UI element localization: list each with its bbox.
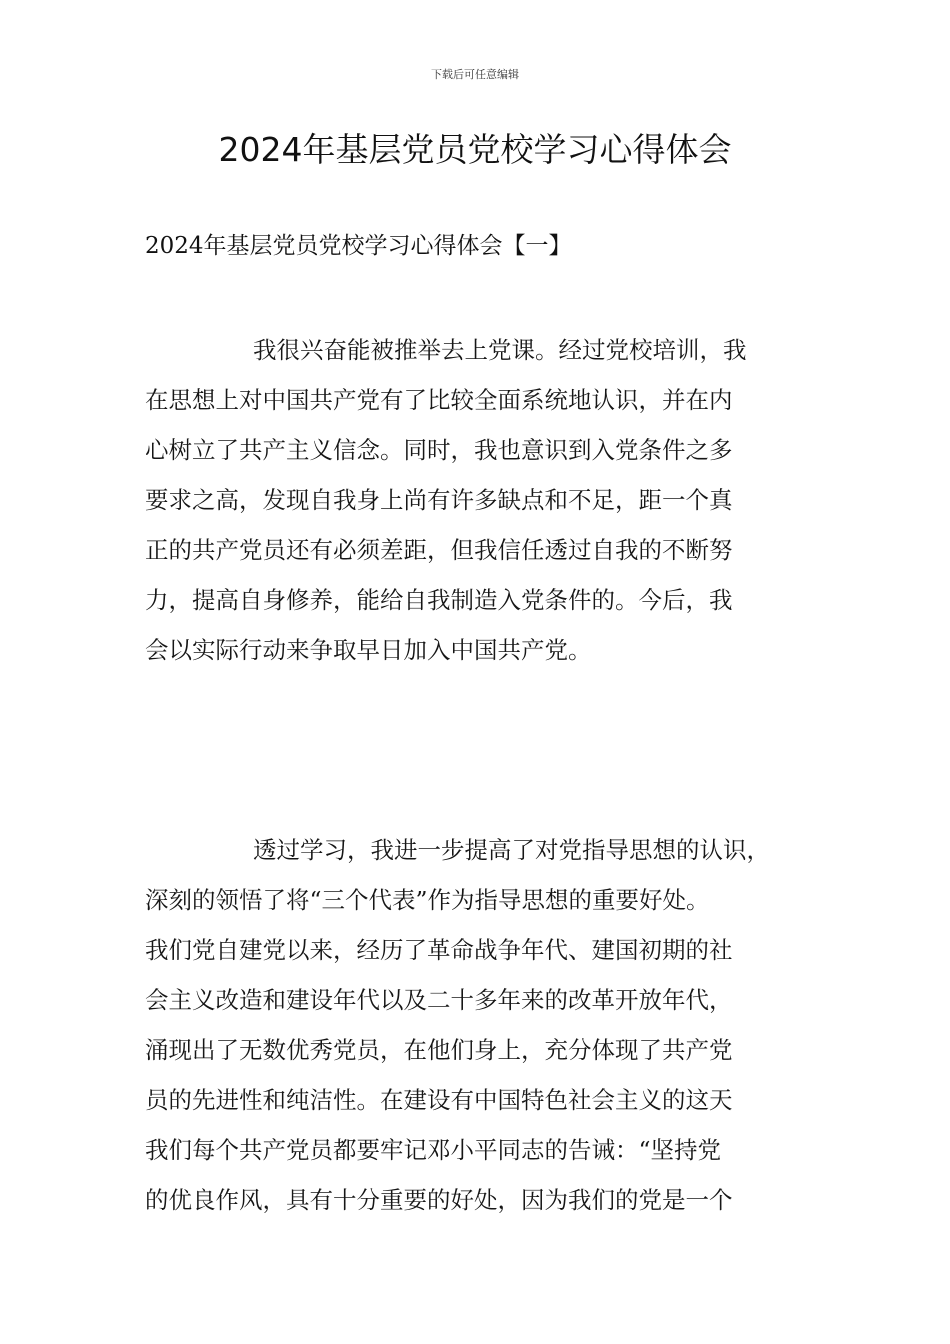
document-title: 2024年基层党员党校学习心得体会 (218, 130, 732, 169)
paragraph-line: 我们党自建党以来，经历了革命战争年代、建国初期的社 (145, 936, 733, 964)
paragraph-line: 力，提高自身修养，能给自我制造入党条件的。今后，我 (145, 586, 733, 614)
paragraph-line: 员的先进性和纯洁性。在建设有中国特色社会主义的这天 (145, 1086, 733, 1114)
paragraph-line: 我们每个共产党员都要牢记邓小平同志的告诫：“坚持党 (145, 1136, 722, 1164)
paragraph-line: 在思想上对中国共产党有了比较全面系统地认识，并在内 (145, 386, 733, 414)
paragraph-line: 要求之高，发现自我身上尚有许多缺点和不足，距一个真 (145, 486, 733, 514)
paragraph-line: 会以实际行动来争取早日加入中国共产党。 (145, 636, 592, 664)
paragraph-line: 心树立了共产主义信念。同时，我也意识到入党条件之多 (145, 436, 733, 464)
paragraph-line: 透过学习，我进一步提高了对党指导思想的认识， (253, 836, 770, 864)
paragraph-line: 会主义改造和建设年代以及二十多年来的改革开放年代， (145, 986, 733, 1014)
section-heading: 2024年基层党员党校学习心得体会【一】 (145, 233, 572, 259)
paragraph-1 (145, 325, 825, 675)
paragraph-line: 涌现出了无数优秀党员，在他们身上，充分体现了共产党 (145, 1036, 733, 1064)
paragraph-line: 深刻的领悟了将“三个代表”作为指导思想的重要好处。 (145, 886, 710, 914)
header-note: 下载后可任意编辑 (431, 68, 519, 81)
paragraph-line: 正的共产党员还有必须差距，但我信任透过自我的不断努 (145, 536, 733, 564)
paragraph-2 (145, 825, 825, 1225)
paragraph-line: 的优良作风，具有十分重要的好处，因为我们的党是一个 (145, 1186, 733, 1214)
paragraph-line: 我很兴奋能被推举去上党课。经过党校培训，我 (253, 336, 747, 364)
